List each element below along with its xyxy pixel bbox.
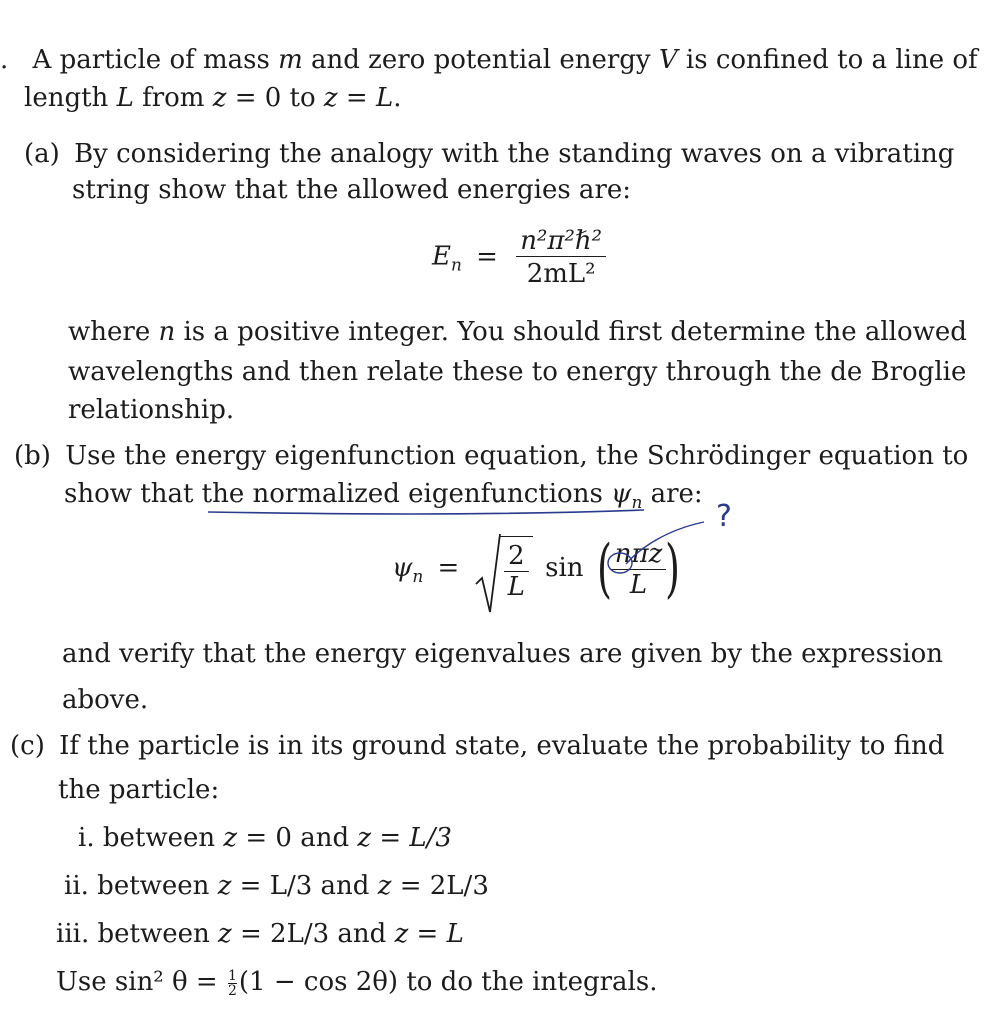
part-b-after1: and verify that the energy eigenvalues are given by the expression [62,639,944,669]
integral-hint: Use sin² θ = $\frac{1}{2}$ (1 − cos 2θ) to do the integrals. [56,967,658,999]
radical-sign-icon [474,532,502,614]
part-a-line1: (a) By considering the analogy with the standing waves on a vibrating [24,139,955,169]
problem-intro-line2: length L from z = 0 to z = L. [24,83,402,113]
part-b-after2: above. [62,685,149,715]
part-c-label: (c) [10,731,45,761]
part-a-after2: wavelengths and then relate these to energy through the de Broglie [68,357,967,387]
part-c-line2: the particle: [58,775,220,805]
one-half-fraction: $\frac{1}{2}$ [227,967,237,999]
part-c-line1: (c) If the particle is in its ground state, evaluate the probability to find [10,731,945,761]
part-a-after3: relationship. [68,395,235,425]
sin-argument: $\frac{\text{nπz}}{L}$ [611,539,667,600]
part-b-line1: (b) Use the energy eigenfunction equation, the Schrödinger equation to [14,441,969,471]
part-b-label: (b) [14,441,51,471]
underlined-phrase: the normalized eigenfunctions [201,479,603,509]
square-root: $\frac{2}{L}$ [474,536,533,602]
energy-equation: $E_n$ = $\frac{\text{n²π²ℏ²}}{\text{2mL²}}$ [432,226,610,289]
part-a-label: (a) [24,139,60,169]
list-item: iii. between z = 2L/3 and z = L [56,919,464,949]
list-item: ii. between z = L/3 and z = 2L/3 [64,871,489,901]
list-item: i. between z = 0 and z = L/3 [78,823,452,853]
part-a-line2: string show that the allowed energies are: [72,175,632,205]
problem-number-marker: . [0,45,9,75]
eigenfunction-equation: $\psi_n$ = $\frac{2}{L}$ sin ( $\frac{\text{nπz}}{L}$ ) [392,536,685,602]
part-b-line2: show that the normalized eigenfunctions $\psi_n$ are: [64,479,703,513]
problem-intro-line1: . A particle of mass m and zero potential energy V is confined to a line of [0,45,978,75]
part-a-after1: where n is a positive integer. You should first determine the allowed [68,317,967,347]
handwritten-question-mark: ? [716,499,732,534]
energy-fraction: $\frac{\text{n²π²ℏ²}}{\text{2mL²}}$ [516,226,606,289]
